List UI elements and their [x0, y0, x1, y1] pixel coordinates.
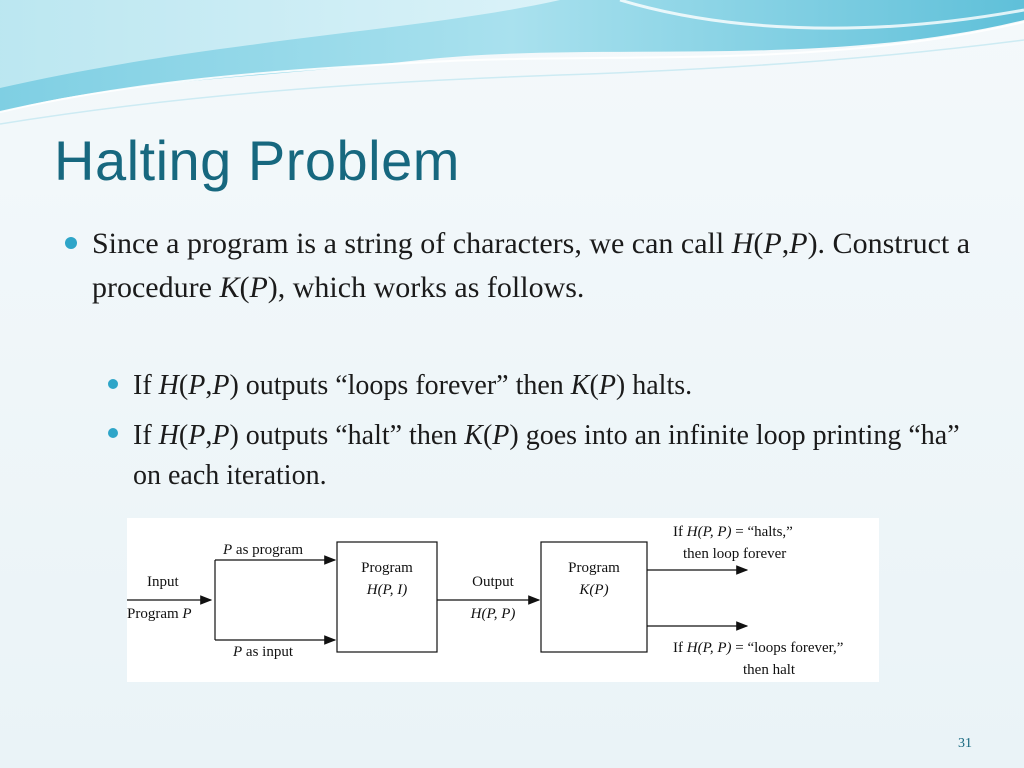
- program-p-label: Program P: [127, 606, 192, 622]
- header-wave-decoration: [0, 0, 1024, 130]
- as-input-label: P as input: [233, 644, 294, 660]
- halting-diagram: [127, 518, 879, 682]
- input-label: Input: [147, 574, 179, 590]
- output-label: Output: [472, 574, 514, 590]
- box2-signature: K(P): [579, 582, 609, 598]
- box2-title: Program: [568, 560, 620, 576]
- halts-branch-line1: If H(P, P) = “halts,”: [673, 524, 793, 540]
- bullet-icon: [65, 237, 77, 249]
- sub-bullet-halt: If H(P,P) outputs “halt” then K(P) goes into an infinite loop printing “ha” on each iteration.: [133, 420, 960, 491]
- slide-number: 31: [958, 736, 972, 751]
- box1-title: Program: [361, 560, 413, 576]
- sub-bullet-loops-forever: If H(P,P) outputs “loops forever” then K(P) halts.: [133, 370, 693, 401]
- box1-signature: H(P, I): [366, 582, 408, 598]
- loops-branch-line1: If H(P, P) = “loops forever,”: [673, 640, 844, 656]
- sub-bullet-icon: [108, 428, 118, 438]
- diagram-svg: [127, 518, 879, 682]
- slide-title: Halting Problem: [54, 129, 460, 192]
- main-bullet-text: Since a program is a string of characters, we can call H(P,P). Construct a procedure K(P), which works as follows.: [92, 227, 971, 304]
- output-value: H(P, P): [470, 606, 516, 622]
- loops-branch-line2: then halt: [743, 662, 796, 678]
- sub-bullet-icon: [108, 379, 118, 389]
- as-program-label: P as program: [223, 542, 303, 558]
- halts-branch-line2: then loop forever: [683, 546, 787, 562]
